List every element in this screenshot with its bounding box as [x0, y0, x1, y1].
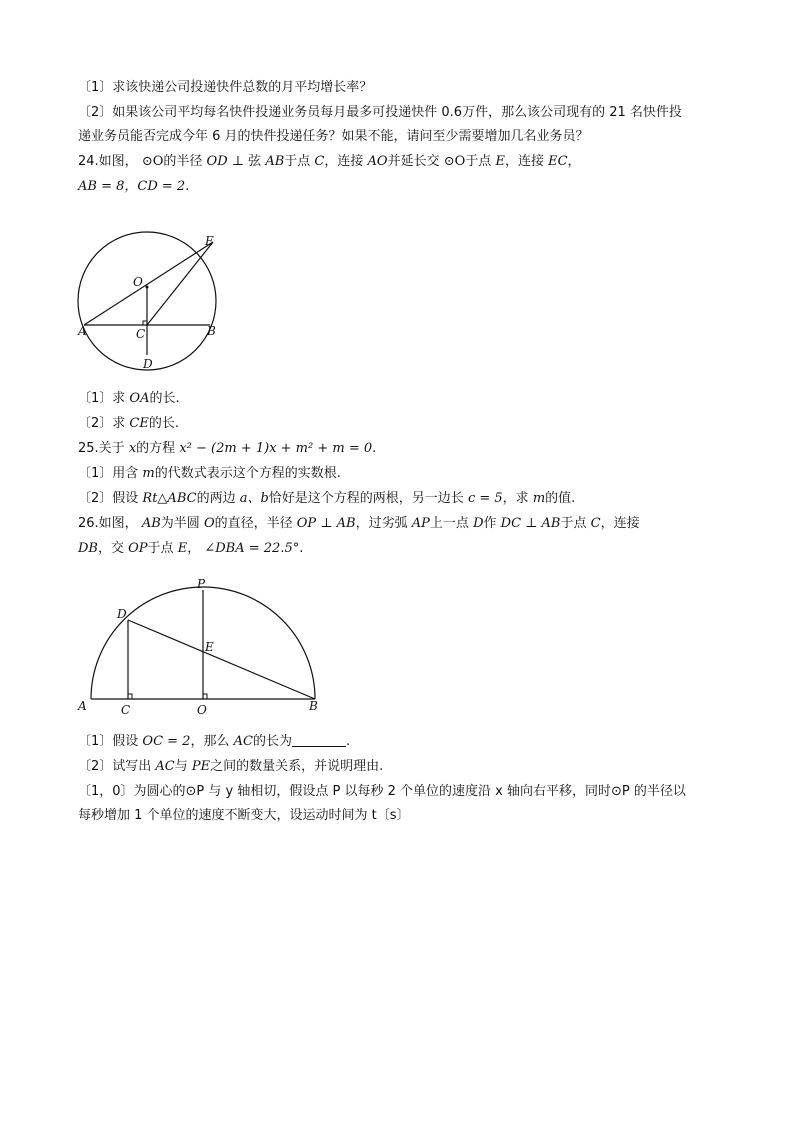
q24-center-point [146, 286, 149, 289]
q26-label-d: D [117, 607, 127, 621]
q25-statement: 25.关于 x的方程 x² − (2m + 1)x + m² + m = 0. [78, 441, 377, 456]
q27-line2: 每秒增加 1 个单位的速度不断变大，设运动时间为 t〔s〕 [78, 808, 410, 823]
q26-semicircle-figure [72, 572, 334, 720]
q24-statement: 24.如图， ⊙O的半径 OD ⊥ 弦 AB于点 C，连接 AO并延长交 ⊙O于点 E，连接 EC， [78, 154, 581, 169]
q23-part2-line2: 递业务员能否完成今年 6 月的快件投递任务？如果不能，请问至少需要增加几名业务员？ [78, 129, 589, 144]
q24-label-c: C [136, 327, 146, 341]
q26-label-p: P [197, 577, 206, 591]
q23-part2-line1: 〔2〕如果该公司平均每名快件投递业务员每月最多可投递快件 0.6万件，那么该公司现有的 21 名快件投 [78, 105, 682, 120]
q26-label-c: C [121, 703, 131, 717]
q25-part2: 〔2〕假设 Rt△ABC的两边 a、b恰好是这个方程的两根，另一边长 c = 5，求 m的值. [78, 491, 576, 506]
q26-label-a: A [78, 699, 87, 713]
q26-right-angle-o [203, 694, 207, 699]
q26-segment-db [128, 620, 315, 699]
q26-label-o: O [197, 703, 207, 717]
q26-label-e: E [205, 640, 214, 654]
q26-label-b: B [309, 699, 318, 713]
q25-part1: 〔1〕用含 m的代数式表示这个方程的实数根. [78, 466, 341, 481]
q24-number: 24.如图， [78, 154, 138, 169]
q24-label-e: E [205, 234, 214, 248]
q24-label-a: A [78, 324, 87, 338]
q26-right-angle-c [128, 694, 132, 699]
q24-line-ce [147, 242, 213, 325]
q24-circle-figure [70, 225, 230, 375]
q26-number: 26.如图， [78, 516, 138, 531]
q26-statement-line2: DB，交 OP于点 E， ∠DBA = 22.5°. [78, 541, 304, 556]
q24-part1: 〔1〕求 OA的长. [78, 391, 180, 406]
q24-line-ae [84, 242, 213, 325]
q24-right-angle-mark [143, 321, 147, 325]
q26-part2: 〔2〕试写出 AC与 PE之间的数量关系，并说明理由. [78, 759, 384, 774]
q23-part1: 〔1〕求该快递公司投递快件总数的月平均增长率？ [78, 80, 373, 95]
q24-label-b: B [207, 324, 216, 338]
q26-part1: 〔1〕假设 OC = 2，那么 AC的长为 . [78, 734, 351, 749]
q26-statement-line1: 26.如图， AB为半圆 O的直径，半径 OP ⊥ AB，过劣弧 AP上一点 D作 DC ⊥ AB于点 C，连接 [78, 516, 640, 531]
q24-label-d: D [143, 357, 153, 371]
q26-answer-blank[interactable] [292, 732, 346, 747]
q27-line1: 〔1，0〕为圆心的⊙P 与 y 轴相切，假设点 P 以每秒 2 个单位的速度沿 x 轴向右平移，同时⊙P 的半径以 [78, 784, 686, 799]
q24-label-o: O [133, 275, 143, 289]
q24-conditions: AB = 8，CD = 2. [78, 179, 190, 194]
q24-part2: 〔2〕求 CE的长. [78, 416, 179, 431]
